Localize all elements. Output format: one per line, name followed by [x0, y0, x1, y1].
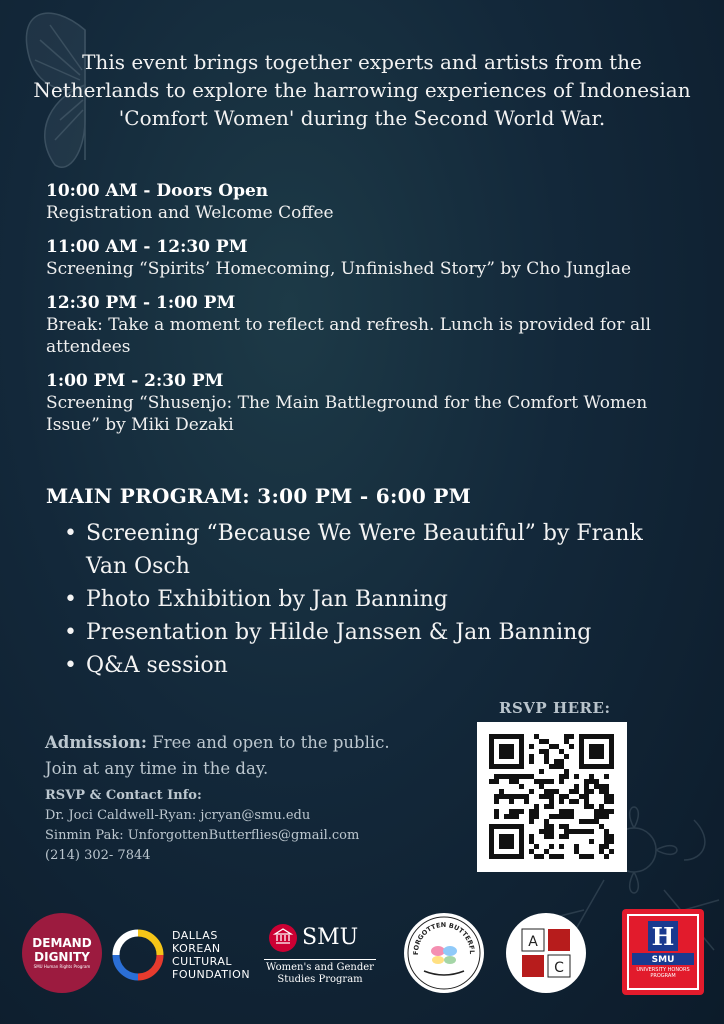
schedule-description: Screening “Shusenjo: The Main Battleground for the Comfort Women Issue” by Miki Dezaki [46, 393, 648, 435]
schedule-description: Registration and Welcome Coffee [46, 203, 334, 223]
dkcf-line4: FOUNDATION [172, 968, 251, 981]
dkcf-ring-icon [110, 927, 166, 983]
contact-line: Dr. Joci Caldwell-Ryan: jcryan@smu.edu [45, 808, 311, 823]
contact-line: Sinmin Pak: UnforgottenButterflies@gmail.com [45, 828, 360, 843]
contact-phone: (214) 302- 7844 [45, 848, 151, 863]
intro-text: This event brings together experts and artists from the Netherlands to explore the harrowing experiences of Indonesian 'Comfort Women' during the Second World War. [33, 50, 691, 130]
schedule [46, 180, 696, 448]
honors-shield-icon [622, 909, 704, 995]
ac-letter-c: C [554, 960, 564, 976]
main-program-item: • Photo Exhibition by Jan Banning [62, 583, 682, 616]
unforgotten-butterflies-logo [404, 913, 484, 993]
main-program-item: • Screening “Because We Were Beautiful” by Frank Van Osch [62, 517, 682, 583]
contact-info [45, 786, 359, 866]
smu-name: SMU [302, 925, 359, 950]
main-program-title: MAIN PROGRAM: 3:00 PM - 6:00 PM [46, 484, 472, 508]
main-program-item: • Q&A session [62, 649, 682, 682]
smu-seal-icon [268, 923, 298, 953]
sponsor-logos [0, 905, 724, 1005]
admission-line2: Join at any time in the day. [45, 759, 269, 778]
demand-dignity-sub: SMU Human Rights Program [33, 964, 91, 969]
contact-label: RSVP & Contact Info: [45, 788, 202, 803]
ac-grid-icon [506, 913, 586, 993]
schedule-item [46, 292, 696, 358]
schedule-time: 12:30 PM - 1:00 PM [46, 293, 236, 313]
unforgotten-arc-text: FORGOTTEN BUTTERFL [411, 920, 477, 956]
schedule-time: 1:00 PM - 2:30 PM [46, 371, 224, 391]
schedule-description: Break: Take a moment to reflect and refresh. Lunch is provided for all attendees [46, 315, 651, 357]
uhp-name: SMU [651, 955, 675, 965]
schedule-description: Screening “Spirits’ Homecoming, Unfinished Story” by Cho Junglae [46, 259, 632, 279]
main-program-item: • Presentation by Hilde Janssen & Jan Banning [62, 616, 682, 649]
demand-dignity-logo [22, 913, 102, 993]
smu-sub2: Studies Program [277, 974, 363, 985]
ac-letter-a: A [528, 934, 538, 950]
svg-text:H: H [651, 922, 675, 951]
dkcf-line1: DALLAS [172, 929, 218, 942]
schedule-item [46, 236, 696, 280]
demand-dignity-line1: DEMAND [32, 936, 92, 950]
rsvp-label: RSVP HERE: [499, 699, 611, 717]
admission-info [45, 730, 390, 782]
schedule-item [46, 180, 696, 224]
dallas-korean-cultural-foundation-logo [110, 925, 260, 987]
dkcf-line3: CULTURAL [172, 955, 232, 968]
university-honors-program-logo [622, 909, 704, 995]
butterfly-logo-icon [404, 913, 484, 993]
schedule-time: 11:00 AM - 12:30 PM [46, 237, 248, 257]
schedule-item [46, 370, 696, 436]
admission-label: Admission: [45, 733, 148, 752]
qr-code-icon [477, 722, 627, 872]
main-program-list [62, 517, 682, 682]
smu-wgsp-logo [264, 921, 376, 991]
smu-sub1: Women's and Gender [266, 962, 374, 973]
admission-text: Free and open to the public. [147, 733, 390, 752]
rsvp-qr-code[interactable] [477, 722, 627, 872]
dkcf-line2: KOREAN [172, 942, 221, 955]
ac-logo [506, 913, 586, 993]
demand-dignity-line2: DIGNITY [34, 950, 90, 964]
schedule-time: 10:00 AM - Doors Open [46, 181, 269, 201]
uhp-sub: UNIVERSITY HONORS PROGRAM [636, 967, 690, 979]
